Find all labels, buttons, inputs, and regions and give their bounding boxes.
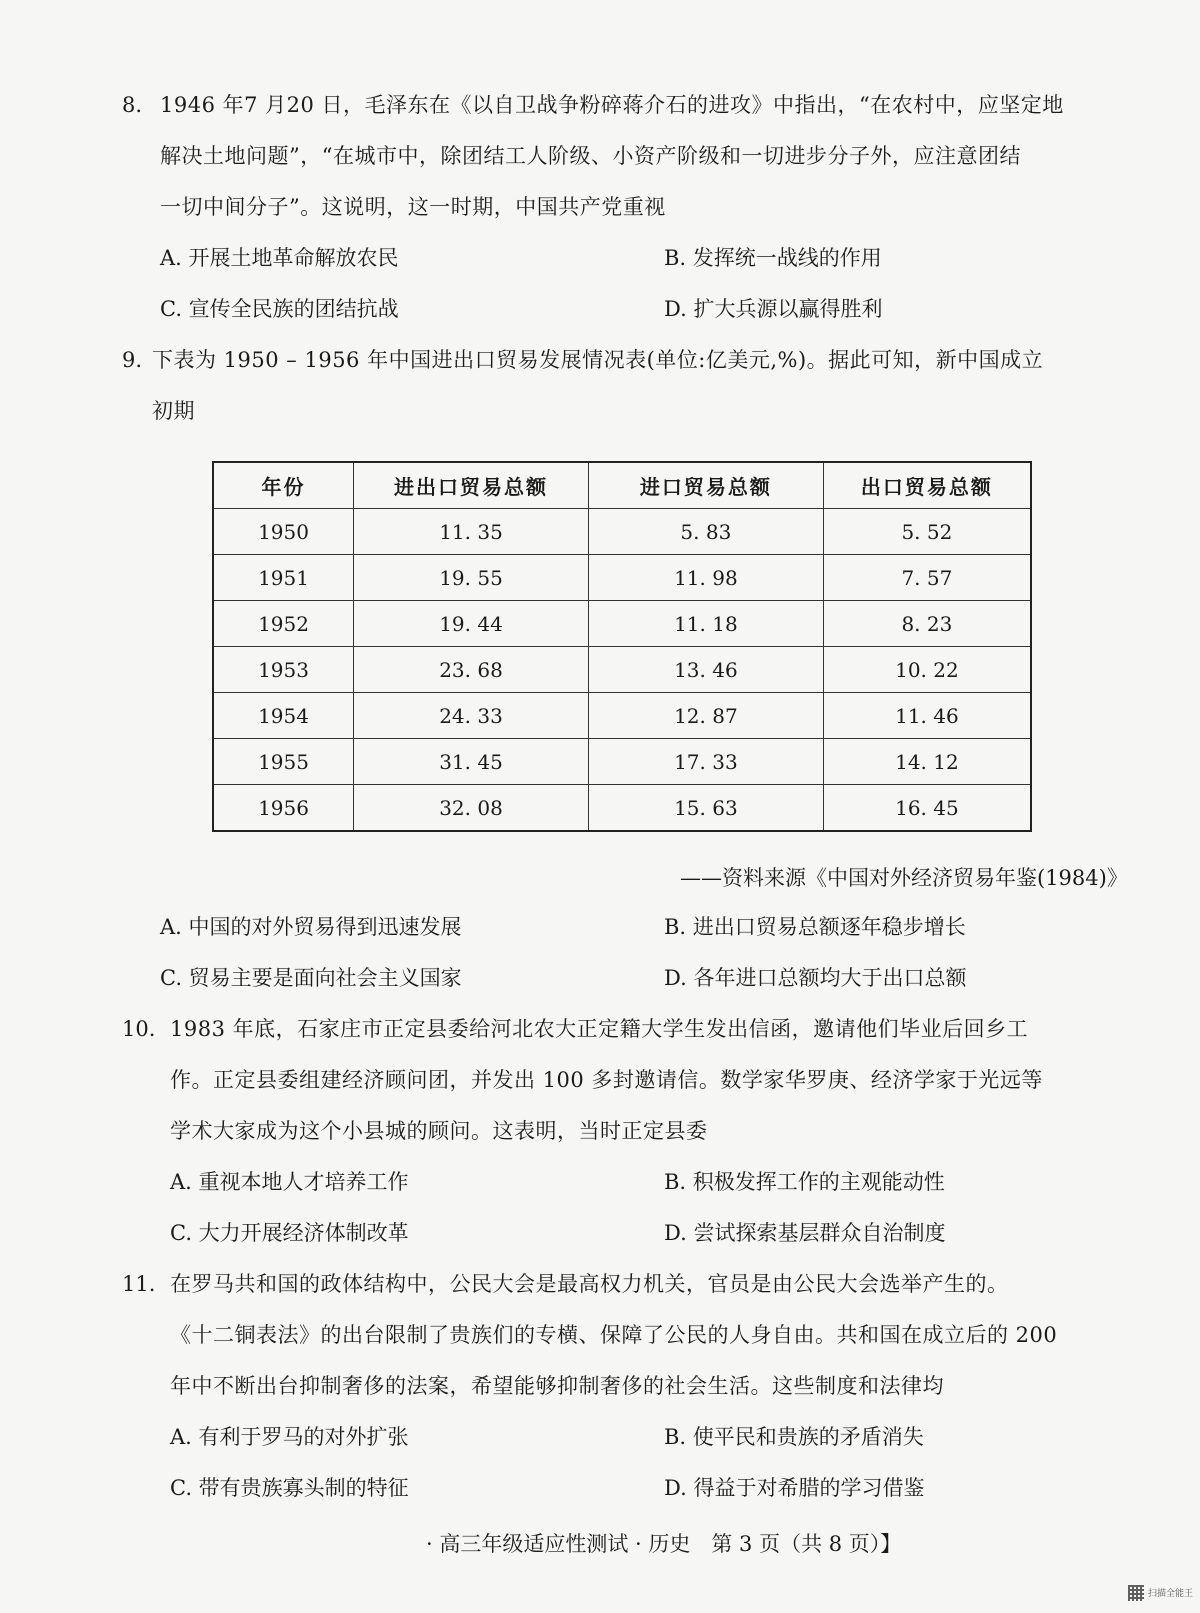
table-cell-total: 31. 45 <box>354 739 589 785</box>
table-source: ——资料来源《中国对外经济贸易年鉴(1984)》 <box>680 866 1128 890</box>
table-cell-export: 10. 22 <box>823 647 1031 693</box>
question-text-line: 解决土地问题”，“在城市中，除团结工人阶级、小资产阶级和一切进步分子外，应注意团结 <box>160 144 1021 168</box>
scanner-watermark: 扫描全能王 <box>1148 1589 1194 1599</box>
table-header-row <box>213 462 1031 509</box>
table-cell-export: 11. 46 <box>823 693 1031 739</box>
option-d[interactable]: D. 各年进口总额均大于出口总额 <box>664 966 967 990</box>
question-number: 10. <box>122 1017 156 1041</box>
question-number: 11. <box>122 1272 156 1296</box>
table-header-import: 进口贸易总额 <box>588 462 823 509</box>
table-cell-total: 23. 68 <box>354 647 589 693</box>
option-b[interactable]: B. 积极发挥工作的主观能动性 <box>664 1170 945 1194</box>
table-cell-year: 1954 <box>213 693 354 739</box>
option-c[interactable]: C. 贸易主要是面向社会主义国家 <box>160 966 462 990</box>
table-row <box>213 785 1031 832</box>
table-cell-import: 12. 87 <box>588 693 823 739</box>
table-cell-export: 5. 52 <box>823 509 1031 555</box>
table-cell-total: 19. 44 <box>354 601 589 647</box>
table-cell-import: 5. 83 <box>588 509 823 555</box>
table-row <box>213 555 1031 601</box>
question-number: 8. <box>122 93 143 117</box>
option-b[interactable]: B. 使平民和贵族的矛盾消失 <box>664 1425 924 1449</box>
question-text-line: 下表为 1950 – 1956 年中国进出口贸易发展情况表(单位:亿美元,%)。据此可知，新中国成立 <box>152 348 1044 372</box>
table-cell-total: 19. 55 <box>354 555 589 601</box>
table-header-export: 出口贸易总额 <box>823 462 1031 509</box>
table-cell-year: 1953 <box>213 647 354 693</box>
table-cell-export: 8. 23 <box>823 601 1031 647</box>
table-cell-total: 24. 33 <box>354 693 589 739</box>
question-text-line: 一切中间分子”。这说明，这一时期，中国共产党重视 <box>160 195 666 219</box>
table-row <box>213 693 1031 739</box>
option-d[interactable]: D. 得益于对希腊的学习借鉴 <box>664 1476 925 1500</box>
table-header-year: 年份 <box>213 462 354 509</box>
option-c[interactable]: C. 宣传全民族的团结抗战 <box>160 297 399 321</box>
table-cell-import: 11. 18 <box>588 601 823 647</box>
table-cell-import: 17. 33 <box>588 739 823 785</box>
table-cell-export: 7. 57 <box>823 555 1031 601</box>
option-d[interactable]: D. 尝试探索基层群众自治制度 <box>664 1221 946 1245</box>
question-text-line: 初期 <box>152 399 195 423</box>
question-text-line: 年中不断出台抑制奢侈的法案，希望能够抑制奢侈的社会生活。这些制度和法律均 <box>170 1374 944 1398</box>
table-row <box>213 739 1031 785</box>
trade-table <box>212 461 1032 832</box>
table-cell-year: 1952 <box>213 601 354 647</box>
option-b[interactable]: B. 进出口贸易总额逐年稳步增长 <box>664 915 966 939</box>
question-text-line: 1983 年底，石家庄市正定县委给河北农大正定籍大学生发出信函，邀请他们毕业后回乡工 <box>170 1017 1029 1041</box>
table-cell-import: 13. 46 <box>588 647 823 693</box>
table-cell-year: 1950 <box>213 509 354 555</box>
table-cell-year: 1956 <box>213 785 354 832</box>
table-cell-export: 14. 12 <box>823 739 1031 785</box>
option-a[interactable]: A. 开展土地革命解放农民 <box>160 246 399 270</box>
table-cell-import: 11. 98 <box>588 555 823 601</box>
option-a[interactable]: A. 重视本地人才培养工作 <box>170 1170 409 1194</box>
option-c[interactable]: C. 带有贵族寡头制的特征 <box>170 1476 409 1500</box>
option-a[interactable]: A. 中国的对外贸易得到迅速发展 <box>160 915 462 939</box>
question-text-line: 作。正定县委组建经济顾问团，并发出 100 多封邀请信。数学家华罗庚、经济学家于光远等 <box>170 1068 1043 1092</box>
option-b[interactable]: B. 发挥统一战线的作用 <box>664 246 882 270</box>
table-cell-total: 32. 08 <box>354 785 589 832</box>
question-text-line: 《十二铜表法》的出台限制了贵族们的专横、保障了公民的人身自由。共和国在成立后的 200 <box>170 1323 1058 1347</box>
question-text-line: 1946 年7 月20 日，毛泽东在《以自卫战争粉碎蒋介石的进攻》中指出，“在农村中，应坚定地 <box>160 93 1064 117</box>
option-a[interactable]: A. 有利于罗马的对外扩张 <box>170 1425 409 1449</box>
question-text-line: 学术大家成为这个小县城的顾问。这表明，当时正定县委 <box>170 1119 708 1143</box>
table-cell-total: 11. 35 <box>354 509 589 555</box>
question-number: 9. <box>122 348 143 372</box>
table-cell-import: 15. 63 <box>588 785 823 832</box>
table-cell-year: 1951 <box>213 555 354 601</box>
table-cell-year: 1955 <box>213 739 354 785</box>
table-cell-export: 16. 45 <box>823 785 1031 832</box>
table-header-total: 进出口贸易总额 <box>354 462 589 509</box>
page-footer: · 高三年级适应性测试 · 历史 第 3 页（共 8 页）】 <box>426 1532 902 1556</box>
table-row <box>213 509 1031 555</box>
option-d[interactable]: D. 扩大兵源以赢得胜利 <box>664 297 883 321</box>
table-row <box>213 647 1031 693</box>
table-row <box>213 601 1031 647</box>
qr-code-icon <box>1128 1585 1144 1601</box>
question-text-line: 在罗马共和国的政体结构中，公民大会是最高权力机关，官员是由公民大会选举产生的。 <box>170 1272 1009 1296</box>
option-c[interactable]: C. 大力开展经济体制改革 <box>170 1221 409 1245</box>
